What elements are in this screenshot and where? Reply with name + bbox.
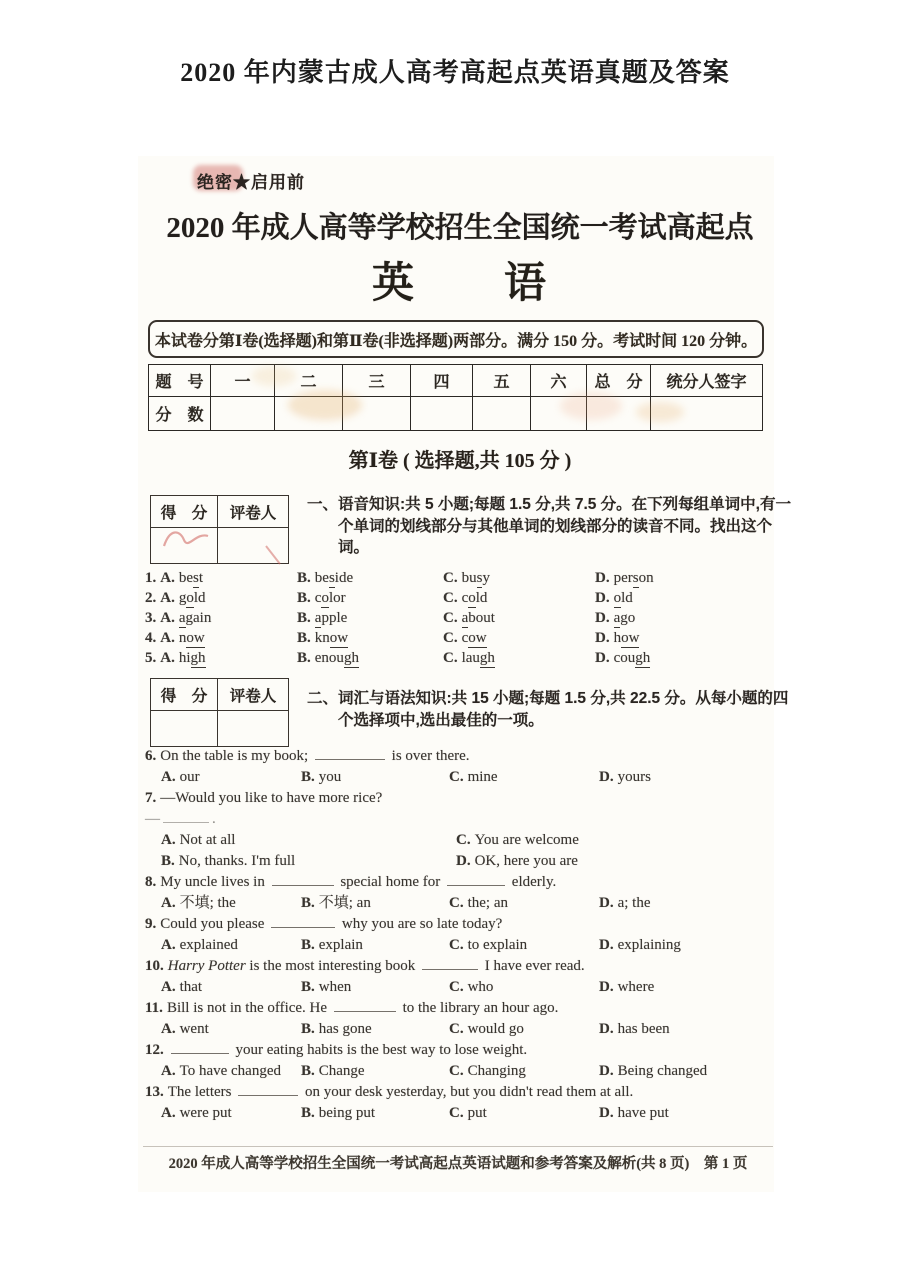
grader-label: 评卷人	[217, 496, 288, 528]
option-item: D. ago	[595, 610, 636, 626]
option-item: B. explain	[301, 937, 363, 953]
footer-divider	[143, 1146, 773, 1147]
underlined-letters: a	[178, 610, 186, 626]
option-label: B.	[301, 769, 315, 785]
option-label: B.	[297, 590, 311, 606]
option-label: C.	[456, 832, 471, 848]
question-number: 10.	[145, 958, 164, 974]
option-row	[140, 893, 780, 914]
question-number: 2.	[145, 590, 157, 606]
option-label: C.	[449, 979, 464, 995]
underlined-letters: s	[328, 570, 335, 586]
option-item: D. has been	[599, 1021, 670, 1037]
option-label: B.	[301, 1105, 315, 1121]
option-label: A.	[160, 650, 175, 666]
option-label: A.	[161, 1021, 176, 1037]
option-item: C. about	[443, 610, 495, 626]
option-item: B. being put	[301, 1105, 376, 1121]
option-item: A. explained	[161, 937, 238, 953]
blank-line	[163, 809, 209, 823]
question-stem: 6. On the table is my book; is over there.	[140, 746, 780, 767]
option-label: B.	[297, 650, 311, 666]
score-table-header-cell: 四	[411, 365, 473, 397]
question-stem: 13. The letters on your desk yesterday, but you didn't read them at all.	[140, 1082, 780, 1103]
underlined-letters: gh	[635, 650, 651, 666]
option-row	[140, 935, 780, 956]
option-item: D. person	[595, 570, 654, 586]
grader-label: 评卷人	[217, 679, 288, 711]
underlined-letters: a	[461, 610, 469, 626]
option-item: A. To have changed	[161, 1063, 281, 1079]
underlined-letters: o	[468, 590, 476, 606]
option-item: C. laugh	[443, 650, 495, 666]
option-item: C. put	[449, 1105, 487, 1121]
question-number: 1.	[145, 570, 157, 586]
option-label: B.	[301, 937, 315, 953]
question-number: 13.	[145, 1084, 164, 1100]
grader-value-cell	[217, 528, 288, 564]
option-label: A.	[161, 895, 176, 911]
option-label: C.	[449, 937, 464, 953]
option-item: 4. A. now	[145, 630, 205, 646]
classification-label: 绝密★启用前	[197, 173, 305, 192]
option-item: D. OK, here you are	[456, 853, 578, 869]
option-item: B. know	[297, 630, 349, 646]
option-row	[140, 1103, 780, 1124]
score-table-header-row	[149, 365, 763, 397]
question-number: 12.	[145, 1042, 164, 1058]
option-item: B. you	[301, 769, 342, 785]
phonics-question-list	[145, 568, 777, 668]
question-stem: 11. Bill is not in the office. He to the library an hour ago.	[140, 998, 780, 1019]
option-label: C.	[449, 1021, 464, 1037]
phonics-question-row	[145, 568, 777, 588]
score-table-header-cell: 二	[275, 365, 343, 397]
underlined-letters: gh	[479, 650, 495, 666]
question-stem: 8. My uncle lives in special home for elderly.	[140, 872, 780, 893]
option-label: B.	[301, 895, 315, 911]
option-label: C.	[443, 630, 458, 646]
option-label: C.	[449, 895, 464, 911]
option-item: A. were put	[161, 1105, 232, 1121]
question-stem: 10. Harry Potter is the most interesting book I have ever read.	[140, 956, 780, 977]
score-cell	[411, 397, 473, 431]
option-item: C. You are welcome	[456, 832, 579, 848]
score-table-header-cell: 题 号	[149, 365, 211, 397]
question-stem: 9. Could you please why you are so late today?	[140, 914, 780, 935]
underlined-letters: o	[613, 590, 622, 606]
option-label: D.	[599, 937, 614, 953]
score-box-1	[150, 495, 289, 564]
score-row-label: 分 数	[149, 397, 211, 431]
scan-stain	[636, 402, 684, 422]
option-label: D.	[599, 979, 614, 995]
underlined-letters: a	[613, 610, 621, 626]
option-label: D.	[595, 570, 610, 586]
option-row	[140, 767, 780, 788]
option-label: C.	[443, 590, 458, 606]
section1-instruction: 一、语音知识:共 5 小题;每题 1.5 分,共 7.5 分。在下列每组单词中,有一个单词的划线部分与其他单词的划线部分的读音不同。找出这个词。	[307, 496, 791, 556]
score-value-cell	[151, 528, 218, 564]
underlined-letters: o	[321, 590, 329, 606]
score-table-header-cell: 统分人签字	[651, 365, 763, 397]
option-label: D.	[599, 769, 614, 785]
question-number: 5.	[145, 650, 157, 666]
option-item: B. apple	[297, 610, 348, 626]
blank-line	[271, 914, 335, 928]
option-label: C.	[449, 769, 464, 785]
option-item: C. the; an	[449, 895, 508, 911]
section2-instruction: 二、词汇与语法知识:共 15 小题;每题 1.5 分,共 22.5 分。从每小题的四个选择项中,选出最佳的一项。	[307, 690, 789, 729]
option-label: A.	[161, 1105, 176, 1121]
score-cell	[473, 397, 531, 431]
option-label: B.	[297, 570, 311, 586]
italic-text: Harry Potter	[167, 958, 246, 974]
underlined-letters: a	[314, 610, 322, 626]
score-table-header-cell: 三	[343, 365, 411, 397]
option-label: B.	[297, 630, 311, 646]
blank-line	[315, 746, 385, 760]
subject-title: 英 语	[371, 261, 548, 307]
phonics-question-row	[145, 628, 777, 648]
score-label: 得 分	[151, 679, 218, 711]
option-label: A.	[161, 832, 176, 848]
option-label: D.	[456, 853, 471, 869]
question-number: 4.	[145, 630, 157, 646]
grader-value-cell	[217, 711, 288, 747]
underlined-letters: ow	[468, 630, 487, 646]
option-label: B.	[301, 1021, 315, 1037]
option-item: D. have put	[599, 1105, 669, 1121]
option-label: D.	[599, 1063, 614, 1079]
option-item: C. to explain	[449, 937, 528, 953]
option-label: C.	[443, 650, 458, 666]
option-label: D.	[599, 1105, 614, 1121]
option-item: D. old	[595, 590, 633, 606]
underlined-letters: gh	[190, 650, 206, 666]
option-item: C. would go	[449, 1021, 524, 1037]
option-label: A.	[160, 570, 175, 586]
question-number: 8.	[145, 874, 157, 890]
blank-line	[447, 872, 505, 886]
scan-stain	[560, 392, 622, 420]
option-label: C.	[449, 1063, 464, 1079]
score-table-header-cell: 一	[211, 365, 275, 397]
underlined-letters: ow	[329, 630, 349, 646]
option-label: A.	[161, 769, 176, 785]
option-item: C. cow	[443, 630, 487, 646]
option-item: C. cold	[443, 590, 488, 606]
option-row	[140, 1019, 780, 1040]
option-item: 5. A. high	[145, 650, 206, 666]
page-footer: 2020 年成人高等学校招生全国统一考试高起点英语试题和参考答案及解析(共 8 页) 第 1 页	[168, 1156, 748, 1172]
option-row	[140, 830, 780, 851]
underlined-letters: ow	[621, 630, 640, 646]
option-item: B. enough	[297, 650, 359, 666]
exam-heading: 2020 年成人高等学校招生全国统一考试高起点	[166, 212, 754, 244]
option-label: A.	[160, 610, 175, 626]
option-label: B.	[301, 979, 315, 995]
option-label: C.	[449, 1105, 464, 1121]
option-label: D.	[595, 610, 610, 626]
underlined-letters: s	[193, 570, 199, 586]
part1-heading: 第Ⅰ卷 ( 选择题,共 105 分 )	[348, 450, 572, 472]
option-label: D.	[595, 590, 610, 606]
blank-line	[334, 998, 396, 1012]
option-item: B. when	[301, 979, 352, 995]
question-stem: 12. your eating habits is the best way to lose weight.	[140, 1040, 780, 1061]
option-item: C. who	[449, 979, 494, 995]
option-item: B. 不填; an	[301, 895, 371, 911]
score-cell	[211, 397, 275, 431]
option-item: D. Being changed	[599, 1063, 708, 1079]
score-table-header-cell: 总 分	[587, 365, 651, 397]
question-number: 7.	[145, 790, 157, 806]
blank-line	[272, 872, 334, 886]
option-label: D.	[599, 895, 614, 911]
option-item: B. Change	[301, 1063, 365, 1079]
option-item: A. that	[161, 979, 203, 995]
option-label: B.	[297, 610, 311, 626]
score-table-header-cell: 五	[473, 365, 531, 397]
option-label: B.	[301, 1063, 315, 1079]
phonics-question-row	[145, 588, 777, 608]
option-item: C. mine	[449, 769, 498, 785]
blank-line	[422, 956, 478, 970]
option-item: D. cough	[595, 650, 651, 666]
option-label: B.	[161, 853, 175, 869]
question-number: 6.	[145, 748, 157, 764]
option-label: A.	[161, 937, 176, 953]
underlined-letters: s	[632, 570, 639, 586]
option-item: B. color	[297, 590, 346, 606]
option-item: D. explaining	[599, 937, 681, 953]
option-item: A. 不填; the	[161, 895, 236, 911]
underlined-letters: s	[476, 570, 483, 586]
question-number: 9.	[145, 916, 157, 932]
option-item: B. No, thanks. I'm full	[161, 853, 296, 869]
option-label: D.	[595, 650, 610, 666]
phonics-question-row	[145, 648, 777, 668]
phonics-question-row	[145, 608, 777, 628]
option-item: 1. A. best	[145, 570, 204, 586]
option-item: B. has gone	[301, 1021, 372, 1037]
underlined-letters: o	[186, 590, 194, 606]
answer-dash-line: — .	[145, 811, 216, 827]
score-label: 得 分	[151, 496, 218, 528]
option-item: B. beside	[297, 570, 354, 586]
option-label: A.	[160, 590, 175, 606]
option-label: D.	[599, 1021, 614, 1037]
question-number: 3.	[145, 610, 157, 626]
option-label: C.	[443, 610, 458, 626]
option-item: D. where	[599, 979, 655, 995]
page-title: 2020 年内蒙古成人高考高起点英语真题及答案	[180, 58, 730, 87]
scan-stain	[288, 390, 362, 420]
option-item: 3. A. again	[145, 610, 212, 626]
option-label: A.	[161, 1063, 176, 1079]
blank-line	[171, 1040, 229, 1054]
option-label: A.	[161, 979, 176, 995]
option-item: A. our	[161, 769, 200, 785]
score-value-cell	[151, 711, 218, 747]
underlined-letters: ow	[186, 630, 205, 646]
question-stem: 7. —Would you like to have more rice?	[140, 788, 780, 809]
option-label: C.	[443, 570, 458, 586]
question-number: 11.	[145, 1000, 163, 1016]
option-label: D.	[595, 630, 610, 646]
instructions-text: 本试卷分第Ⅰ卷(选择题)和第Ⅱ卷(非选择题)两部分。满分 150 分。考试时间 120 分钟。	[154, 332, 758, 350]
option-item: C. Changing	[449, 1063, 526, 1079]
option-item: 2. A. gold	[145, 590, 206, 606]
option-row	[140, 1061, 780, 1082]
option-row	[140, 977, 780, 998]
option-label: A.	[160, 630, 175, 646]
score-table-header-cell: 六	[531, 365, 587, 397]
option-item: D. a; the	[599, 895, 651, 911]
option-item: C. busy	[443, 570, 490, 586]
grammar-question-list	[140, 746, 780, 1124]
instructions-box	[148, 320, 764, 358]
option-item: D. how	[595, 630, 640, 646]
score-box-2	[150, 678, 289, 747]
option-item: A. Not at all	[161, 832, 236, 848]
option-item: D. yours	[599, 769, 651, 785]
option-row	[140, 851, 780, 872]
option-item: A. went	[161, 1021, 209, 1037]
underlined-letters: gh	[343, 650, 359, 666]
scan-stain	[252, 366, 296, 386]
blank-line	[238, 1082, 298, 1096]
